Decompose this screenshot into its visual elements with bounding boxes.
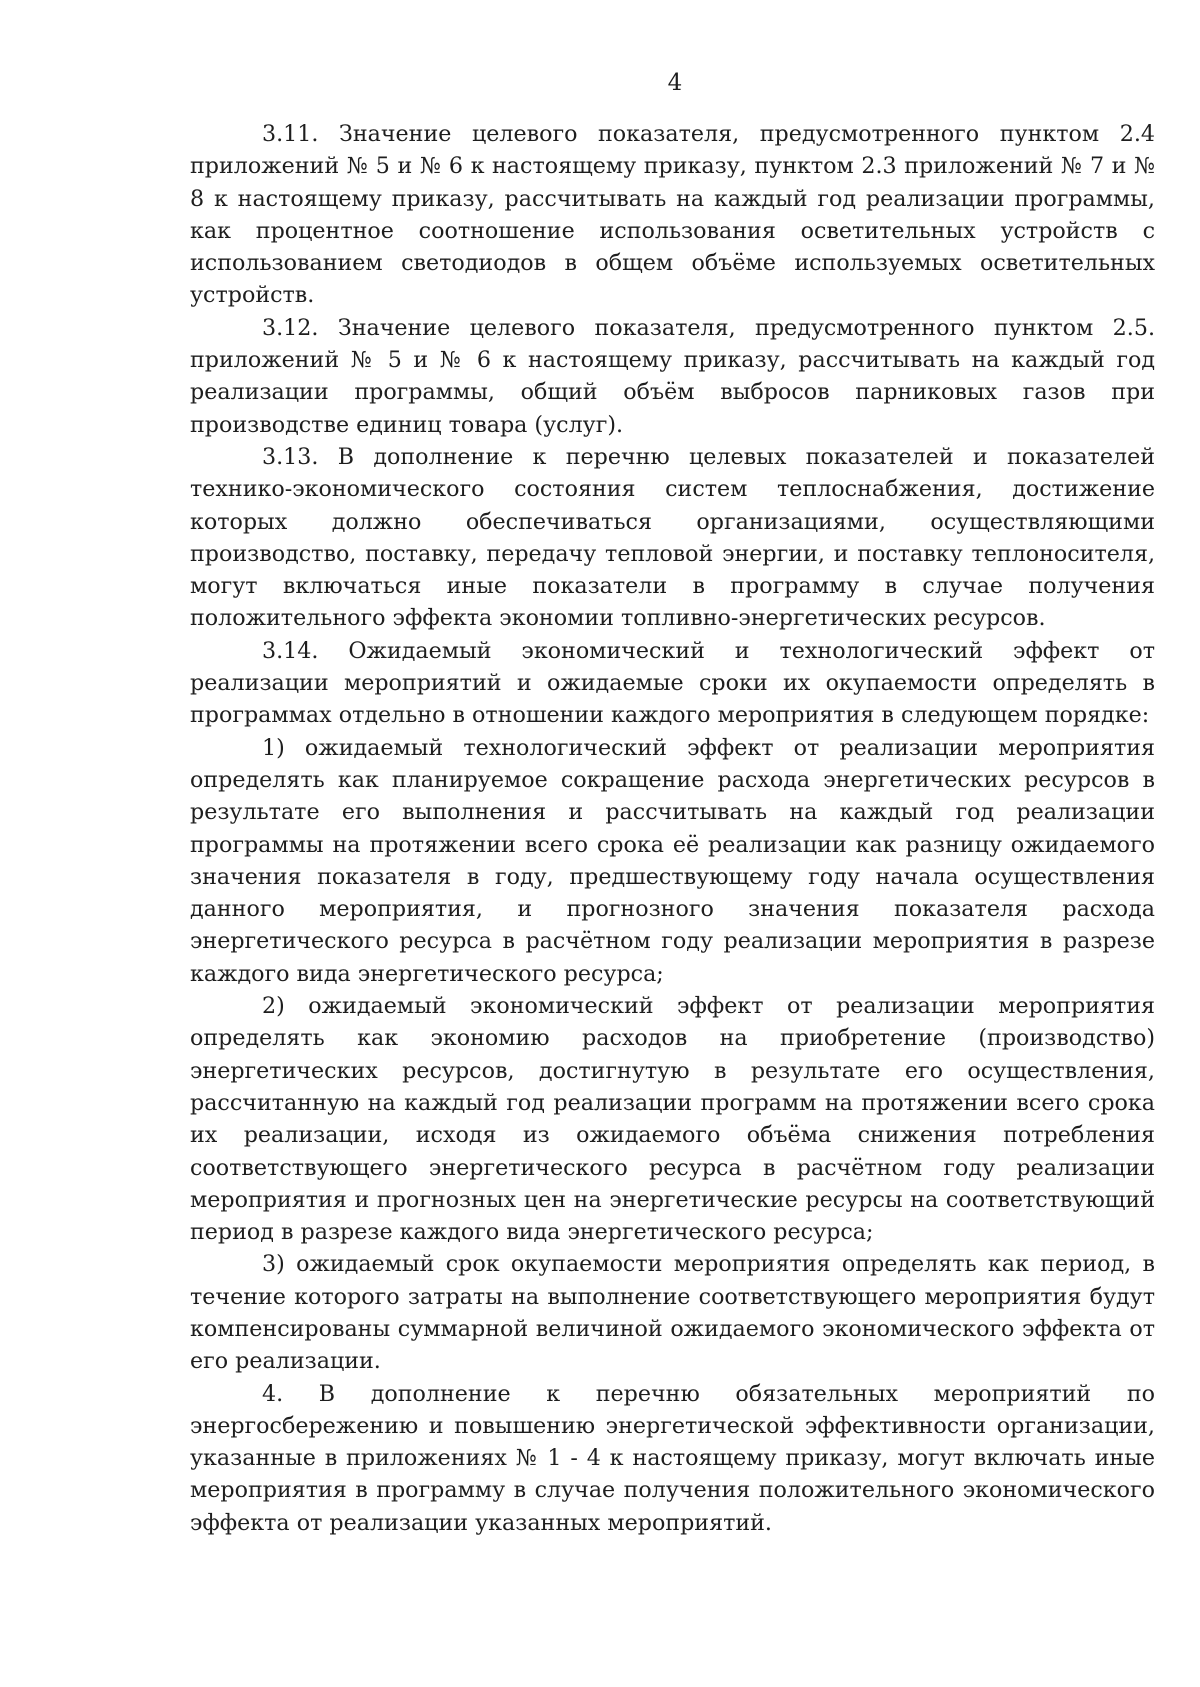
list-item-1: 1) ожидаемый технологический эффект от реализации мероприятия определять как планируемое сокращение расхода энергетических ресурсов в результате его выполнения и рассчитывать на каждый год реализации программы на протяжении всего срока её реализации как разницу ожидаемого значения показателя в году, предшествующему году начала осуществления данного мероприятия, и прогнозного значения показателя расхода энергетического ресурса в расчётном году реализации мероприятия в разрезе каждого вида энергетического ресурса;	[190, 734, 1155, 987]
list-item-2: 2) ожидаемый экономический эффект от реализации мероприятия определять как экономию расходов на приобретение (производство) энергетических ресурсов, достигнутую в результате его осуществления, рассчитанную на каждый год реализации программ на протяжении всего срока их реализации, исходя из ожидаемого объёма снижения потребления соответствующего энергетического ресурса в расчётном году реализации мероприятия и прогнозных цен на энергетические ресурсы на соответствующий период в разрезе каждого вида энергетического ресурса;	[190, 993, 1155, 1246]
document-body	[190, 118, 1155, 1539]
paragraph-3-13: 3.13. В дополнение к перечню целевых показателей и показателей технико-экономического состояния систем теплоснабжения, достижение которых должно обеспечиваться организациями, осуществляющими производство, поставку, передачу тепловой энергии, и поставку теплоносителя, могут включаться иные показатели в программу в случае получения положительного эффекта экономии топливно-энергетических ресурсов.	[190, 443, 1155, 632]
paragraph-3-11: 3.11. Значение целевого показателя, предусмотренного пунктом 2.4 приложений № 5 и № 6 к настоящему приказу, пунктом 2.3 приложений № 7 и № 8 к настоящему приказу, рассчитывать на каждый год реализации программы, как процентное соотношение использования осветительных устройств с использованием светодиодов в общем объёме используемых осветительных устройств.	[190, 121, 1155, 309]
paragraph-3-12: 3.12. Значение целевого показателя, предусмотренного пунктом 2.5. приложений № 5 и № 6 к настоящему приказу, рассчитывать на каждый год реализации программы, общий объём выбросов парниковых газов при производстве единиц товара (услуг).	[190, 314, 1155, 438]
list-item-3: 3) ожидаемый срок окупаемости мероприятия определять как период, в течение которого затраты на выполнение соответствующего мероприятия будут компенсированы суммарной величиной ожидаемого экономического эффекта от его реализации.	[190, 1251, 1155, 1375]
paragraph-4: 4. В дополнение к перечню обязательных мероприятий по энергосбережению и повышению энергетической эффективности организации, указанные в приложениях № 1 - 4 к настоящему приказу, могут включать иные мероприятия в программу в случае получения положительного экономического эффекта от реализации указанных мероприятий.	[190, 1380, 1155, 1536]
paragraph-3-14: 3.14. Ожидаемый экономический и технологический эффект от реализации мероприятий и ожидаемые сроки их окупаемости определять в программах отдельно в отношении каждого мероприятия в следующем порядке:	[190, 637, 1155, 729]
page-number: 4	[667, 70, 683, 96]
